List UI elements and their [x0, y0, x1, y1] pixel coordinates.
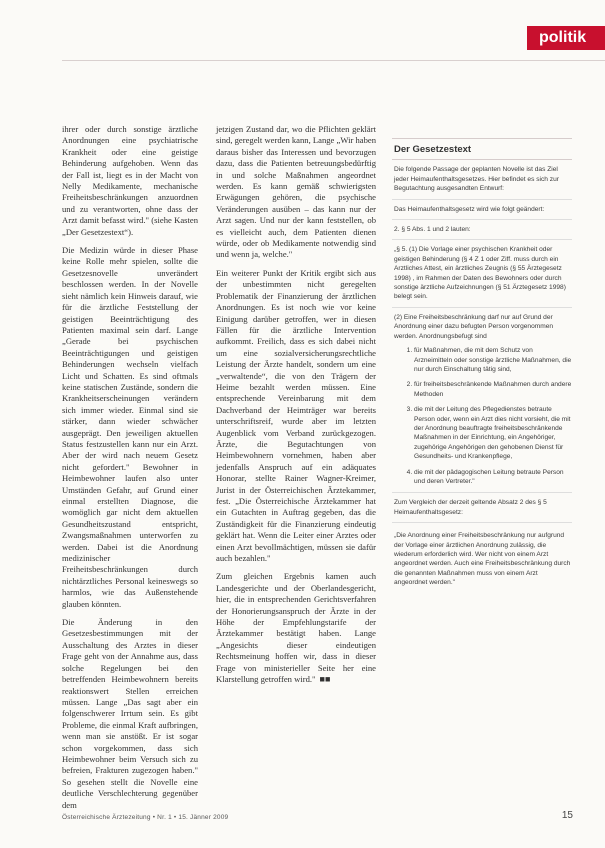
article-column-1 — [62, 124, 198, 818]
paragraph — [216, 571, 376, 685]
divider — [392, 239, 572, 240]
paragraph-text: Zum gleichen Ergebnis kamen auch Landesgerichte und der Oberlandesgericht, hier, die in entsprechenden Gerichtsverfahren der Honorierungsanspruch der Ärzte in der Höhe der Empfehlungstarife der Ärztekammer bestätigt haben. Lange „Angesichts dieser eindeutigen Rechtsmeinung hoffen wir, dass in dieser Frage von ministerieller Seite her eine Klarstellung getroffen wird." — [216, 571, 376, 685]
law-text-box — [392, 138, 572, 798]
divider — [392, 199, 572, 200]
box-title: Der Gesetzestext — [392, 138, 572, 160]
paragraph: Die Medizin würde in dieser Phase keine Rolle mehr spielen, sollte die Gesetzesnovelle unverändert beschlossen werden. In der Novelle sieht nämlich kein Hinweis darauf, wie für die ärztliche Feststellung der geistigen Beeinträchtigung des Patienten maximal sein darf. Lange „Gerade bei psychischen Beeinträchtigungen und geistigen Behinderungen wechseln vielfach Licht und Schatten. Es sind oftmals keine statischen Zustände, sondern die Krankheitserscheinungen verändern sich immer wieder. Einmal sind sie stärker, dann wieder schwächer ausgeprägt. Den jeweiligen aktuellen Status festzustellen kann nur ein Arzt. Aber der wird nach neuem Gesetz nicht gefordert." Bewohner in Heimbewohner laufen also unter Umständen Gefahr, auf Grund einer einmal erstellten Diagnose, die womöglich gar nicht dem aktuellen Gesundheitszustand entspricht, Zwangsmaßnahmen unterworfen zu werden. Dabei ist die Anordnung medizinischer Freiheitsbeschränkungen durch nichtärztliches Personal keineswegs so harmlos, wie das Außenstehende glauben könnten. — [62, 245, 198, 609]
divider — [392, 307, 572, 308]
paragraph: ihrer oder durch sonstige ärztliche Anordnungen eine psychiatrische Krankheit oder eine geistige Behinderung aufgehoben. Wenn das der Fall ist, liegt es in der Macht von Nelly Medikamente, mechanische Freiheitsbeschränkungen anzuordnen und zu verantworten, ohne dass der Arzt damit befasst wird." (siehe Kasten „Der Gesetzestext“). — [62, 124, 198, 237]
paragraph: jetzigen Zustand dar, wo die Pflichten geklärt sind, geregelt werden kann, Lange „Wir haben daraus bisher das Interessen und bevorzugen dazu, dass die Patienten betreuungsbedürftig in und solche Maßnahmen angeordnet werden. Es kann gemäß schwierigsten Erwägungen gehören, die psychische Veränderungen ausüben – das kann nur der Arzt sagen. Und nur der kann feststellen, ob es vielleicht auch, dem Patienten dienen würde, oder ob Medikamente notwendig sind und wenn ja, welche." — [216, 124, 377, 260]
divider — [392, 219, 572, 220]
article-column-2 — [216, 124, 376, 693]
paragraph: Ein weiterer Punkt der Kritik ergibt sich aus der unbestimmten nicht geregelten Problematik der Finanzierung der ärztlichen Anordnungen. Es ist noch wie vor keine Einigung darüber getroffen, wer in diesen Fällen für die ärztliche Intervention aufkommt. Freilich, dass es sich dabei nicht um eine sozialversicherungsrechtliche Leistung der Ärzte handelt, sondern um eine „verwaltende“, die von den Trägern der Heime bezahlt werden müssen. Eine entsprechende Vereinbarung mit dem Dachverband der Heimträger war bereits unterschriftsreif, wurde aber im letzten Augenblick vom Verband zurückgezogen. Ärzte, die Begutachtungen von Heimbewohnern vornehmen, haben aber jedenfalls Anspruch auf ein adäquates Honorar, stellte Rainer Wagner-Kreimer, Jurist in der Österreichischen Ärztekammer, fest. „Die Österreichische Ärztekammer hat ein Gutachten in Auftrag gegeben, das die Zuständigkeit für die Finanzierung eindeutig geklärt hat. Wenn die Leiter einer Arztes oder einen Arzt bevollmächtigen, müssen sie dafür auch bezahlen." — [216, 267, 376, 564]
box-bold-line: Das Heimaufenthaltsgesetz wird wie folgt geändert: — [394, 205, 545, 213]
list-item: 1. für Maßnahmen, die mit dem Schutz von Arzneimitteln oder sonstige ärztliche Maßnahmen, die nur durch Einschaltung tätig sind, — [414, 346, 572, 374]
box-intro: Die folgende Passage der geplanten Novelle ist das Ziel jeder Heimaufenthaltsgesetzes. Hier befindet es sich zur Begutachtung ausgesandten Entwurf: — [394, 166, 559, 193]
header-rule — [62, 60, 605, 61]
paragraph: Die Änderung in den Gesetzesbestimmungen mit der Ausschaltung des Arztes in dieser Frage geht von der Annahme aus, dass solche Regelungen bei den betreffenden Heimbewohnern bereits reaktionswert Stellen erreichen müssen. Lange „Das sagt aber ein folgenschwerer Irrtum sein. Es gibt Probleme, die einmal Kraft aufbringen, wenn man sie anstößt. Er ist sogar schon vorgekommen, dass sich Heimbewohner beim Versuch sich zu befreien, Frakturen zugezogen haben." So gesehen stellt die Novelle eine deutliche Verschlechterung gegenüber dem — [62, 617, 198, 810]
list-item: 2. für freiheitsbeschränkende Maßnahmen durch andere Methoden — [414, 380, 572, 399]
comparison-text: „Die Anordnung einer Freiheitsbeschränkung nur aufgrund der Vorlage einer ärztlichen Anordnung zulässig, die wiederum erforderlich wird. Wer nicht von einem Arzt angeordnet werden. Auch eine Freiheitsbeschränkung durch die genannten Maßnahmen muss von einem Arzt angeordnet werden." — [394, 532, 571, 587]
authority-list — [404, 346, 572, 486]
box-section-heading: 2. § 5 Abs. 1 und 2 lauten: — [394, 226, 471, 234]
end-mark: ■■ — [319, 674, 331, 685]
box-paragraph: „§ 5. (1) Die Vorlage einer psychischen Krankheit oder geistigen Behinderung (§ 4 Z 1 oder Ziff. muss durch ein Arztliches Attest, ein ärztliches Zeugnis (§ 55 Ärztegesetz 1998) , im Rahmen der Daten des Bewohners oder durch sonstige ärztliche Aufzeichnungen (§ 51 Ärztegesetz 1998) belegt sein. — [394, 246, 566, 301]
list-item: 4. die mit der pädagogischen Leitung betraute Person und deren Vertreter." — [414, 468, 572, 487]
section-label: politik — [527, 26, 605, 50]
divider — [392, 522, 572, 523]
box-paragraph: (2) Eine Freiheitsbeschränkung darf nur auf Grund der Anordnung einer dazu befugten Person vorgenommen werden. Anordnungsbefugt sind — [394, 313, 554, 340]
comparison-title: Zum Vergleich der derzeit geltende Absatz 2 des § 5 Heimaufenthaltsgesetz: — [394, 499, 547, 516]
page-number: 15 — [561, 810, 573, 821]
footer-publication: Österreichische Ärztezeitung • Nr. 1 • 15. Jänner 2009 — [62, 814, 229, 821]
list-item: 3. die mit der Leitung des Pflegedienstes betraute Person oder, wenn ein Arzt dies nicht vorsieht, die mit der Anordnung beauftragte freiheitsbeschränkende Maßnahmen in der Einrichtung, ein Angehöriger, zugehörige Angehörigen den gehobenen Dienst für Gesundheits- und Krankenpflege, — [414, 405, 572, 461]
divider — [392, 492, 572, 493]
